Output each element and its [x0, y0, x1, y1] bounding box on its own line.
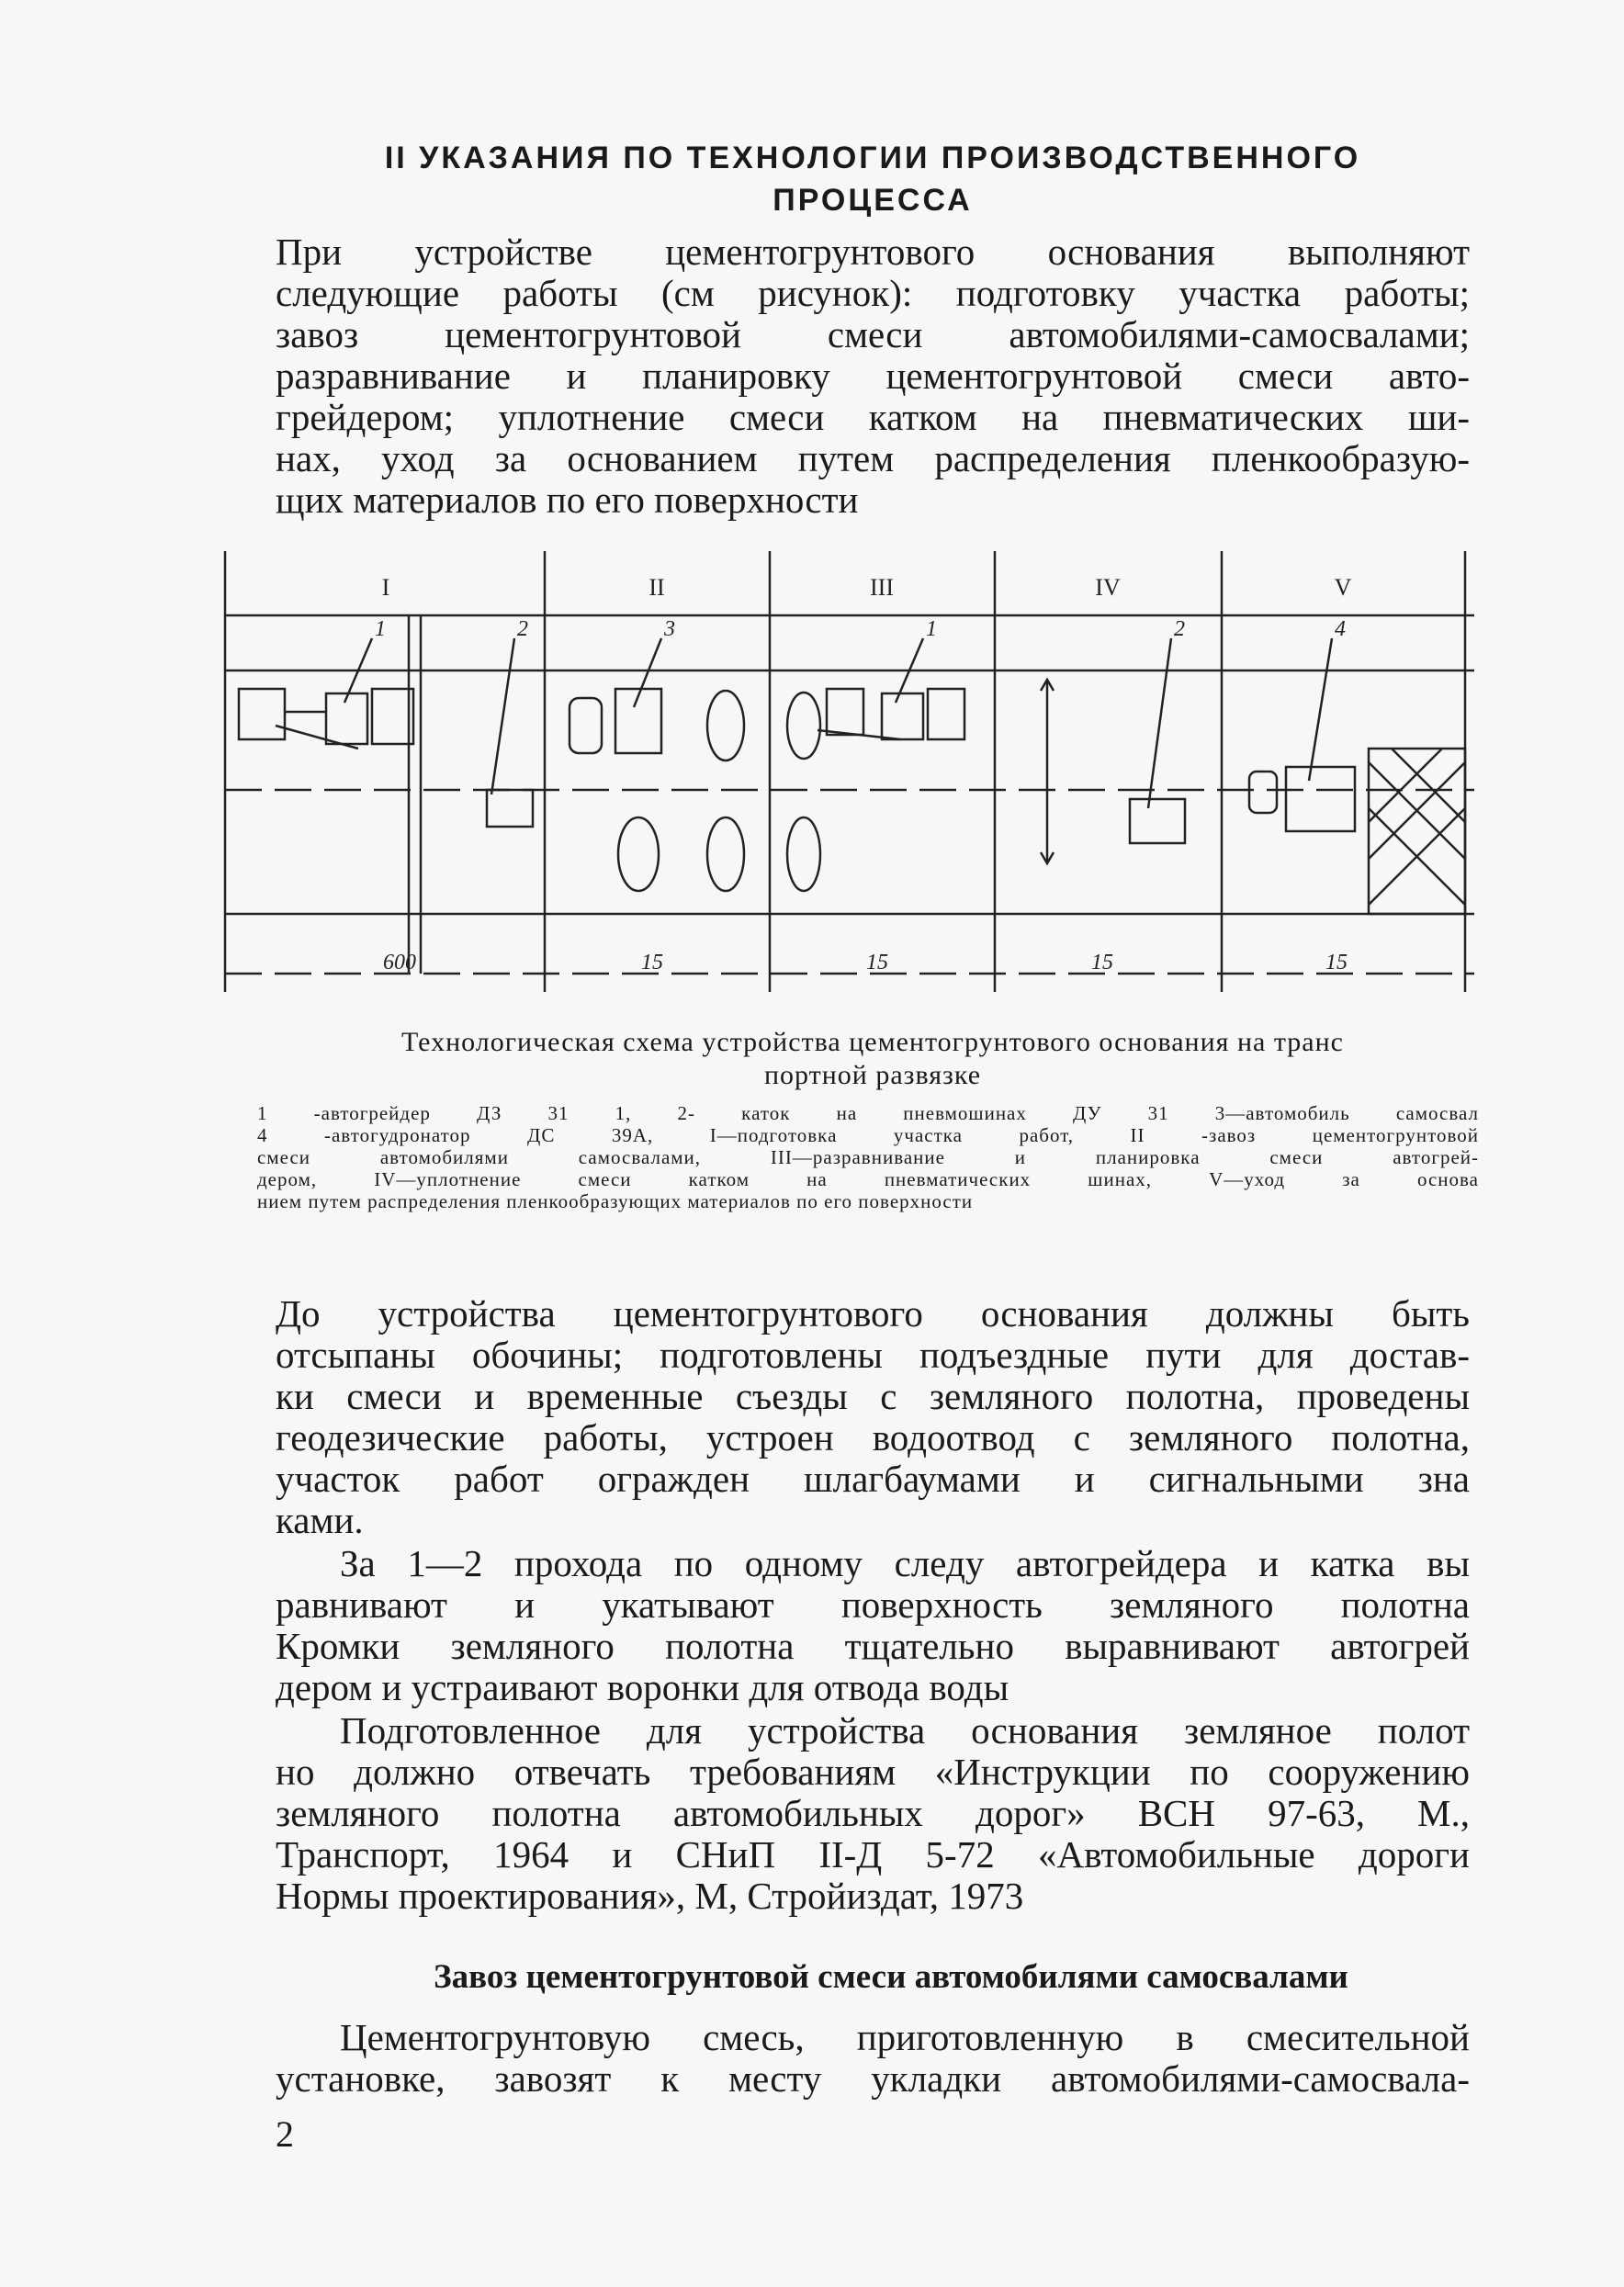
callout-number: 1	[375, 617, 386, 641]
legend-line: смеси автомобилями самосвалами, III—разравнивание и планировка смеси автогрей-	[257, 1146, 1479, 1168]
figure-legend	[257, 1102, 1479, 1212]
section-label: IV	[1095, 574, 1121, 601]
legend-line: дером, IV—уплотнение смеси катком на пневматических шинах, V—уход за основа	[257, 1168, 1479, 1190]
text-line: равнивают и укатывают поверхность земляного полотна	[276, 1583, 1470, 1626]
text-line: щих материалов по его поверхности	[276, 479, 859, 521]
callout-number: 3	[664, 617, 675, 641]
text-line: разравнивание и планировку цементогрунтовой смеси авто-	[276, 355, 1470, 397]
page-number: 2	[276, 2113, 294, 2155]
text-line: Подготовленное для устройства основания земляное полот	[340, 1709, 1470, 1752]
legend-line: 1 -автогрейдер ДЗ 31 1, 2- каток на пневмошинах ДУ 31 3—автомобиль самосвал	[257, 1102, 1479, 1124]
text-line: нах, уход за основанием путем распределения пленкообразую-	[276, 437, 1470, 479]
text-line: ками.	[276, 1499, 364, 1541]
text-line: За 1—2 прохода по одному следу автогрейдера и катка вы	[340, 1542, 1470, 1584]
text-line: Нормы проектирования», М, Стройиздат, 1973	[276, 1875, 1024, 1917]
callout-number: 2	[1174, 617, 1185, 641]
section-label: V	[1334, 574, 1352, 601]
section-label: II	[648, 574, 665, 601]
text-line: земляного полотна автомобильных дорог» ВСН 97-63, М.,	[276, 1792, 1470, 1834]
legend-line: нием путем распределения пленкообразующих материалов по его поверхности	[257, 1190, 974, 1212]
paragraph-preparation	[276, 1293, 1470, 1541]
figure-caption-line-1: Технологическая схема устройства цементогрунтового основания на транс	[400, 1027, 1344, 1057]
text-line: дером и устраивают воронки для отвода воды	[276, 1666, 1009, 1708]
dimension-label: 15	[1091, 951, 1113, 975]
text-line: установке, завозят к месту укладки автомобилями-самосвала-	[276, 2057, 1470, 2100]
text-line: грейдером; уплотнение смеси катком на пневматических ши-	[276, 396, 1470, 438]
section-heading-line-1: II УКАЗАНИЯ ПО ТЕХНОЛОГИИ ПРОИЗВОДСТВЕННОГО	[384, 141, 1361, 175]
text-line: При устройстве цементогрунтового основания выполняют	[276, 231, 1470, 273]
paragraph-requirements	[276, 1710, 1470, 1917]
section-label: III	[870, 574, 894, 601]
dimension-label: 15	[641, 951, 663, 975]
callout-number: 1	[926, 617, 937, 641]
text-line: отсыпаны обочины; подготовлены подъездные пути для достав-	[276, 1334, 1470, 1376]
legend-line: 4 -автогудронатор ДС 39А, I—подготовка участка работ, II -завоз цементогрунтовой	[257, 1124, 1479, 1146]
text-line: ки смеси и временные съезды с земляного полотна, проведены	[276, 1375, 1470, 1417]
section-heading-line-2: ПРОЦЕССА	[773, 183, 973, 218]
text-line: завоз цементогрунтовой смеси автомобилями-самосвалами;	[276, 313, 1470, 355]
dimension-label: 15	[1325, 951, 1348, 975]
intro-paragraph	[276, 231, 1470, 521]
paragraph-delivery	[276, 2017, 1470, 2100]
subsection-heading: Завоз цементогрунтовой смеси автомобилями самосвалами	[434, 1958, 1348, 1996]
dimension-label: 600	[383, 951, 416, 975]
paragraph-leveling	[276, 1543, 1470, 1708]
text-line: участок работ огражден шлагбаумами и сигнальными зна	[276, 1458, 1470, 1500]
technology-scheme-figure	[220, 542, 1479, 1010]
text-line: но должно отвечать требованиям «Инструкции по сооружению	[276, 1751, 1470, 1793]
dimension-label: 15	[866, 951, 888, 975]
callout-number: 2	[517, 617, 528, 641]
text-line: геодезические работы, устроен водоотвод с земляного полотна,	[276, 1416, 1470, 1459]
text-line: Транспорт, 1964 и СНиП II-Д 5-72 «Автомобильные дороги	[276, 1833, 1470, 1876]
text-line: До устройства цементогрунтового основания должны быть	[276, 1292, 1470, 1335]
callout-number: 4	[1335, 617, 1346, 641]
text-line: следующие работы (см рисунок): подготовку участка работы;	[276, 272, 1470, 314]
text-line: Кромки земляного полотна тщательно выравнивают автогрей	[276, 1625, 1470, 1667]
figure-caption-line-2: портной развязке	[763, 1060, 982, 1090]
section-label: I	[381, 574, 390, 601]
text-line: Цементогрунтовую смесь, приготовленную в смесительной	[340, 2016, 1470, 2058]
